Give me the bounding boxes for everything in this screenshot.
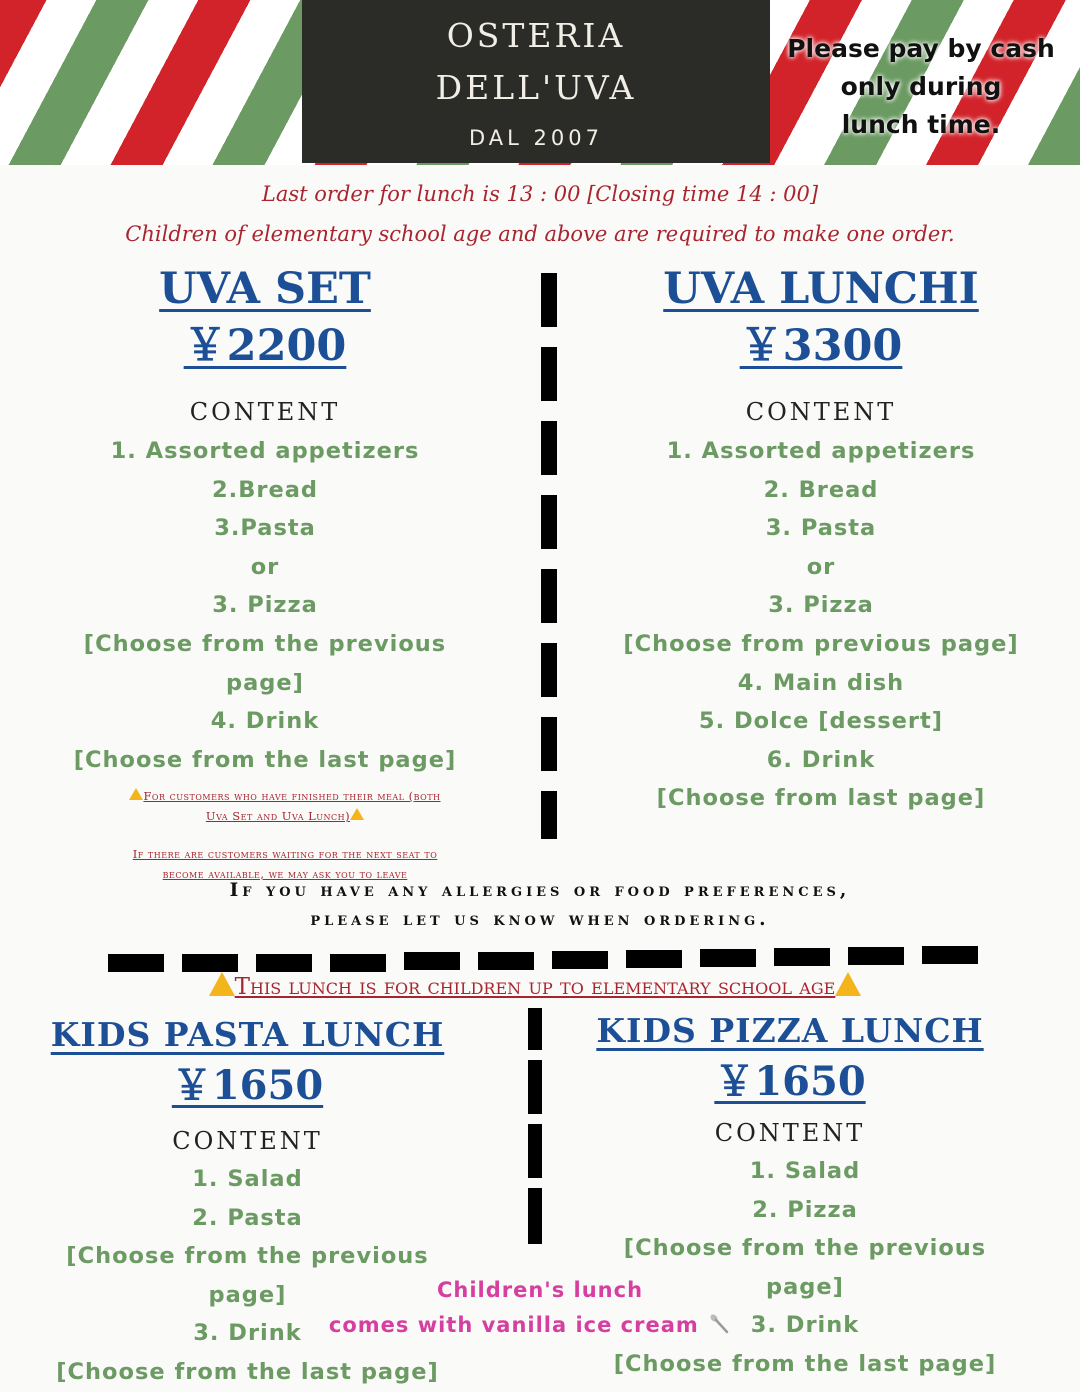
divider-dash (330, 954, 386, 972)
menu-item: 1. Salad (192, 1166, 303, 1192)
menu-item: 2. Bread (763, 476, 879, 503)
menu-item: [Choose from the previous (66, 1243, 429, 1270)
divider-dash (528, 1124, 542, 1178)
divider-dash (528, 1188, 542, 1244)
seat-notice (60, 786, 510, 884)
menu-item: 1. Assorted appetizers (110, 438, 420, 464)
divider-dash (528, 1008, 542, 1050)
divider-dash (256, 954, 312, 972)
uva-lunchi-price: ￥3300 (739, 321, 903, 371)
divider-dash (922, 946, 978, 964)
menu-item: 1. Assorted appetizers (666, 438, 976, 464)
uva-set-items (40, 432, 490, 779)
allergy-notice-line1: If you have any allergies or food preferences, (229, 880, 851, 901)
seat-notice-line: become available, we may ask you to leave (162, 867, 408, 881)
menu-item: 2. Pasta (192, 1204, 303, 1231)
cash-note-line: lunch time. (841, 110, 1001, 139)
divider-dash (848, 947, 904, 965)
uva-set-section (40, 262, 490, 779)
menu-item: [Choose from the previous (83, 630, 447, 657)
divider-dash (700, 949, 756, 967)
warning-icon (209, 972, 235, 996)
menu-item: 3. Drink (193, 1320, 302, 1347)
menu-item: 3. Pasta (765, 515, 877, 542)
uva-lunchi-section (596, 262, 1046, 818)
menu-item: 5. Dolce [dessert] (698, 708, 944, 735)
menu-item: 3.Pasta (214, 515, 316, 542)
menu-item: [Choose from the previous (623, 1235, 987, 1262)
divider-dash (182, 954, 238, 972)
kids-pasta-price: ￥1650 (171, 1062, 324, 1109)
divider-dash (541, 495, 557, 549)
kids-pizza-content-heading: CONTENT (714, 1119, 866, 1147)
cash-note-line: only during (840, 72, 1002, 101)
menu-item: [Choose from the last page] (56, 1358, 439, 1385)
uva-set-content-heading: CONTENT (189, 398, 341, 426)
menu-item: [Choose from last page] (656, 785, 986, 812)
menu-item: 3. Pizza (768, 592, 874, 619)
allergy-notice-line2: please let us know when ordering. (310, 909, 770, 930)
menu-item: 3. Pizza (212, 592, 318, 619)
uva-lunchi-items (596, 432, 1046, 818)
menu-item: 3. Drink (750, 1312, 860, 1339)
kids-pizza-price: ￥1650 (714, 1058, 866, 1105)
seat-notice-line: Uva Set and Uva Lunch) (205, 809, 351, 823)
warning-icon (835, 972, 861, 996)
ice-cream-note-text: comes with vanilla ice cream (328, 1313, 699, 1337)
kids-pasta-items (25, 1160, 470, 1392)
kids-pizza-items (570, 1152, 1040, 1384)
divider-dash (404, 952, 460, 970)
divider-dash (541, 717, 557, 771)
restaurant-logo (302, 0, 770, 163)
menu-item: or (806, 553, 836, 580)
menu-item: page] (226, 669, 304, 696)
menu-item: or (250, 553, 280, 580)
seat-notice-line: For customers who have finished their meal (both (143, 789, 441, 803)
divider-dash (541, 791, 557, 839)
divider-dash (478, 952, 534, 970)
divider-dash (541, 421, 557, 475)
kids-pasta-content-heading: CONTENT (172, 1127, 323, 1155)
uva-lunchi-title: UVA LUNCHI (663, 264, 979, 314)
children-order-notice: Children of elementary school age and above are required to make one order. (125, 222, 955, 246)
menu-item: 1. Salad (749, 1158, 861, 1184)
divider-dash (541, 643, 557, 697)
menu-item: page] (208, 1281, 287, 1308)
ice-cream-note-line1: Children's lunch (436, 1278, 644, 1302)
menu-item: 2. Pizza (752, 1196, 858, 1223)
divider-dash (774, 948, 830, 966)
divider-dash (541, 347, 557, 401)
uva-lunchi-content-heading: CONTENT (745, 398, 897, 426)
last-order-notice: Last order for lunch is 13 : 00 [Closing time 14 : 00] (261, 182, 819, 206)
divider-dash (541, 273, 557, 327)
ice-cream-note-line2 (320, 1312, 740, 1337)
cash-note-line: Please pay by cash (787, 34, 1055, 63)
menu-item: 2.Bread (212, 476, 318, 503)
kids-pizza-title: KIDS PIZZA LUNCH (596, 1011, 984, 1050)
restaurant-name-line2: DELL'UVA (435, 68, 637, 107)
uva-set-price: ￥2200 (183, 321, 347, 371)
cash-payment-note (786, 30, 1056, 144)
menu-item: page] (766, 1273, 844, 1300)
uva-set-title: UVA SET (159, 264, 371, 314)
seat-notice-line: If there are customers waiting for the next seat to (132, 847, 438, 861)
divider-dash (108, 954, 164, 972)
divider-dash (541, 569, 557, 623)
established-year: DAL 2007 (469, 126, 603, 150)
divider-dash (626, 950, 682, 968)
kids-notice-text: This lunch is for children up to elementary school age (234, 974, 836, 1000)
kids-age-notice (100, 972, 970, 1000)
menu-item: 6. Drink (766, 746, 876, 773)
divider-dash (528, 1060, 542, 1114)
divider-dash (552, 951, 608, 969)
menu-item: [Choose from previous page] (623, 630, 1019, 657)
spoon-icon (707, 1312, 731, 1336)
menu-item: 4. Drink (210, 708, 320, 735)
menu-item: [Choose from the last page] (73, 746, 457, 773)
warning-icon (129, 788, 143, 800)
warning-icon (350, 808, 364, 820)
restaurant-name-line1: OSTERIA (446, 16, 626, 55)
menu-item: 4. Main dish (737, 669, 905, 696)
kids-pasta-title: KIDS PASTA LUNCH (50, 1015, 445, 1054)
menu-item: [Choose from the last page] (613, 1350, 997, 1377)
